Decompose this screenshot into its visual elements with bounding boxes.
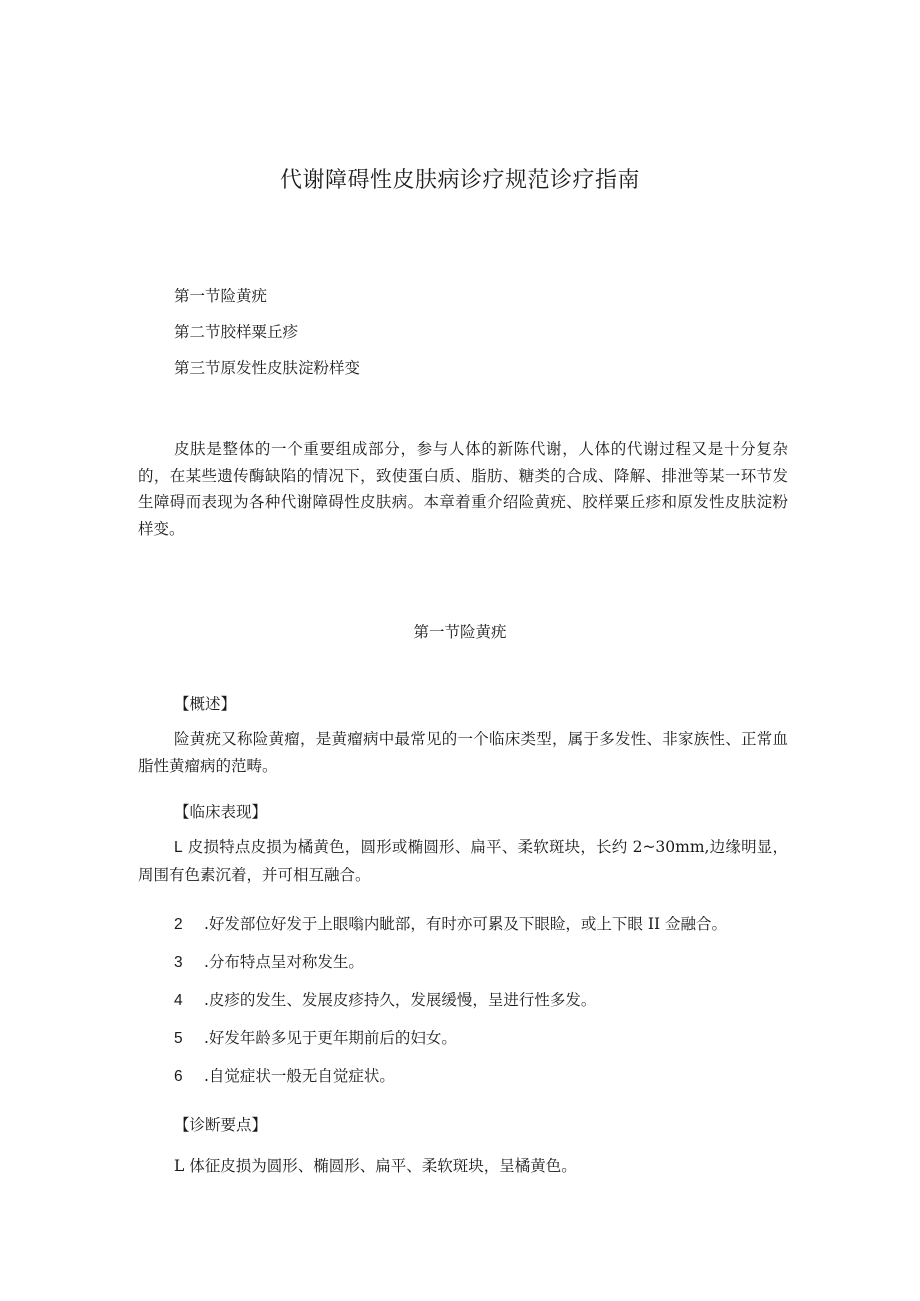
list-text: .皮疹的发生、发展皮疹持久，发展缓慢，呈进行性多发。 <box>204 991 597 1009</box>
list-number: 2 <box>174 916 183 933</box>
list-number: 3 <box>174 954 183 971</box>
toc-item-3: 第三节原发性皮肤淀粉样变 <box>174 359 361 377</box>
toc-item-2: 第二节胶样粟丘疹 <box>174 323 299 341</box>
list-text: .好发年龄多见于更年期前后的妇女。 <box>204 1029 457 1047</box>
clinical-item-1-text: 皮损特点皮损为橘黄色，圆形或椭圆形、扁平、柔软斑块，长约 2~30mm,边缘明显，周围有色素沉着，并可相互融合。 <box>138 838 788 884</box>
document-title: 代谢障碍性皮肤病诊疗规范诊疗指南 <box>279 168 640 193</box>
clinical-item-4 <box>174 988 596 1010</box>
diagnosis-item-1: L 体征皮损为圆形、椭圆形、扁平、柔软斑块，呈橘黄色。 <box>174 1157 577 1175</box>
clinical-item-6 <box>174 1064 395 1086</box>
list-text: .好发部位好发于上眼嗡内眦部，有时亦可累及下眼睑，或上下眼 II 佥融合。 <box>204 915 728 933</box>
list-text: .分布特点呈对称发生。 <box>204 953 364 971</box>
clinical-heading: 【临床表现】 <box>174 803 268 821</box>
list-number: 4 <box>174 992 183 1009</box>
diagnosis-heading: 【诊断要点】 <box>174 1116 268 1134</box>
clinical-item-5 <box>174 1026 457 1048</box>
clinical-item-2 <box>174 912 727 934</box>
list-text: .自觉症状一般无自觉症状。 <box>204 1067 395 1085</box>
toc-item-1: 第一节险黄疣 <box>174 287 268 305</box>
clinical-item-3 <box>174 950 364 972</box>
overview-paragraph: 险黄疣又称险黄瘤，是黄瘤病中最常见的一个临床类型，属于多发性、非家族性、正常血脂性黄瘤病的范畴。 <box>138 730 788 775</box>
clinical-item-1 <box>138 834 788 888</box>
section-heading: 第一节险黄疣 <box>413 623 507 641</box>
clinical-item-1-prefix: L <box>174 839 183 856</box>
list-number: 6 <box>174 1068 183 1085</box>
intro-paragraph: 皮肤是整体的一个重要组成部分，参与人体的新陈代谢，人体的代谢过程又是十分复杂的，在某些遗传酶缺陷的情况下，致使蛋白质、脂肪、糖类的合成、降解、排泄等某一环节发生障碍而表现为各种代谢障碍性皮肤病。本章着重介绍险黄疣、胶样粟丘疹和原发性皮肤淀粉样变。 <box>138 440 788 538</box>
list-number: 5 <box>174 1030 183 1047</box>
overview-heading: 【概述】 <box>174 695 237 713</box>
